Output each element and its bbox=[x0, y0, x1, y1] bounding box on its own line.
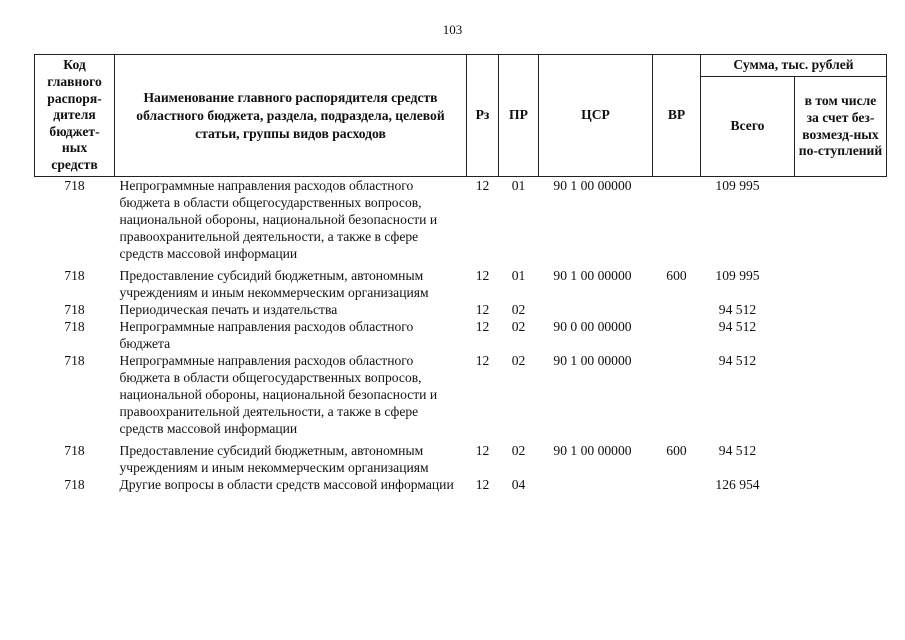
cell-rz: 12 bbox=[475, 268, 490, 283]
table-body bbox=[35, 177, 887, 494]
page-number: 103 bbox=[442, 22, 463, 37]
cell-gratuitous bbox=[795, 301, 887, 318]
cell-rz: 12 bbox=[475, 302, 490, 317]
cell-gratuitous bbox=[795, 262, 887, 301]
cell-gratuitous bbox=[795, 177, 887, 263]
budget-table bbox=[34, 54, 887, 493]
cell-gratuitous bbox=[795, 476, 887, 493]
cell-total: 94 512 bbox=[718, 302, 757, 317]
table-header bbox=[35, 55, 887, 177]
cell-total: 109 995 bbox=[715, 178, 760, 193]
cell-name: Непрограммные направления расходов областного бюджета в области общегосударственных вопросов, национальной обороны, национальной безопасности и правоохранительной деятельности, а также в сфере средств массовой информации bbox=[119, 178, 438, 261]
cell-code: 718 bbox=[64, 178, 85, 193]
cell-name: Непрограммные направления расходов областного бюджета в области общегосударственных вопросов, национальной обороны, национальной безопасности и правоохранительной деятельности, а также в сфере средств массовой информации bbox=[119, 353, 438, 436]
cell-name: Предоставление субсидий бюджетным, автономным учреждениям и иным некоммерческим организациям bbox=[119, 268, 429, 300]
cell-vr bbox=[653, 301, 701, 318]
cell-gratuitous bbox=[795, 318, 887, 352]
table-row bbox=[35, 437, 887, 476]
cell-total: 94 512 bbox=[718, 353, 757, 368]
header-pr: ПР bbox=[499, 55, 539, 177]
header-csr: ЦСР bbox=[539, 55, 653, 177]
cell-total: 94 512 bbox=[718, 443, 757, 458]
cell-csr: 90 1 00 00000 bbox=[553, 178, 632, 193]
cell-total: 94 512 bbox=[718, 319, 757, 334]
cell-vr: 600 bbox=[666, 443, 687, 458]
cell-csr bbox=[539, 301, 653, 318]
cell-gratuitous bbox=[795, 352, 887, 437]
header-sum-group: Сумма, тыс. рублей bbox=[701, 55, 887, 77]
cell-name: Периодическая печать и издательства bbox=[119, 302, 338, 317]
cell-pr: 01 bbox=[511, 268, 526, 283]
table-row bbox=[35, 177, 887, 263]
cell-csr: 90 0 00 00000 bbox=[553, 319, 632, 334]
header-rz: Рз bbox=[467, 55, 499, 177]
cell-rz: 12 bbox=[475, 319, 490, 334]
cell-code: 718 bbox=[64, 302, 85, 317]
cell-vr: 600 bbox=[666, 268, 687, 283]
cell-csr bbox=[539, 476, 653, 493]
cell-csr: 90 1 00 00000 bbox=[553, 353, 632, 368]
cell-csr: 90 1 00 00000 bbox=[553, 268, 632, 283]
table-row bbox=[35, 301, 887, 318]
header-gratuitous: в том числе за счет без-возмезд-ных по-ступлений bbox=[795, 77, 887, 177]
cell-name: Непрограммные направления расходов областного бюджета bbox=[119, 319, 414, 351]
table-row bbox=[35, 262, 887, 301]
cell-csr: 90 1 00 00000 bbox=[553, 443, 632, 458]
cell-vr bbox=[653, 177, 701, 263]
cell-rz: 12 bbox=[475, 178, 490, 193]
cell-code: 718 bbox=[64, 268, 85, 283]
cell-total: 126 954 bbox=[715, 477, 760, 492]
cell-pr: 04 bbox=[511, 477, 526, 492]
cell-vr bbox=[653, 318, 701, 352]
cell-total: 109 995 bbox=[715, 268, 760, 283]
cell-name: Другие вопросы в области средств массовой информации bbox=[119, 477, 454, 492]
cell-gratuitous bbox=[795, 437, 887, 476]
cell-rz: 12 bbox=[475, 477, 490, 492]
header-total: Всего bbox=[701, 77, 795, 177]
header-vr: ВР bbox=[653, 55, 701, 177]
table-row bbox=[35, 318, 887, 352]
cell-pr: 02 bbox=[511, 353, 526, 368]
cell-rz: 12 bbox=[475, 353, 490, 368]
table-row bbox=[35, 352, 887, 437]
cell-code: 718 bbox=[64, 353, 85, 368]
cell-code: 718 bbox=[64, 319, 85, 334]
cell-rz: 12 bbox=[475, 443, 490, 458]
cell-pr: 02 bbox=[511, 443, 526, 458]
cell-code: 718 bbox=[64, 477, 85, 492]
cell-pr: 02 bbox=[511, 319, 526, 334]
header-name: Наименование главного распорядителя средств областного бюджета, раздела, подраздела, целевой статьи, группы видов расходов bbox=[115, 55, 467, 177]
cell-vr bbox=[653, 476, 701, 493]
cell-code: 718 bbox=[64, 443, 85, 458]
cell-pr: 02 bbox=[511, 302, 526, 317]
cell-vr bbox=[653, 352, 701, 437]
cell-name: Предоставление субсидий бюджетным, автономным учреждениям и иным некоммерческим организациям bbox=[119, 443, 429, 475]
cell-pr: 01 bbox=[511, 178, 526, 193]
table-row bbox=[35, 476, 887, 493]
header-code: Код главного распоря-дителя бюджет-ных средств bbox=[35, 55, 115, 177]
